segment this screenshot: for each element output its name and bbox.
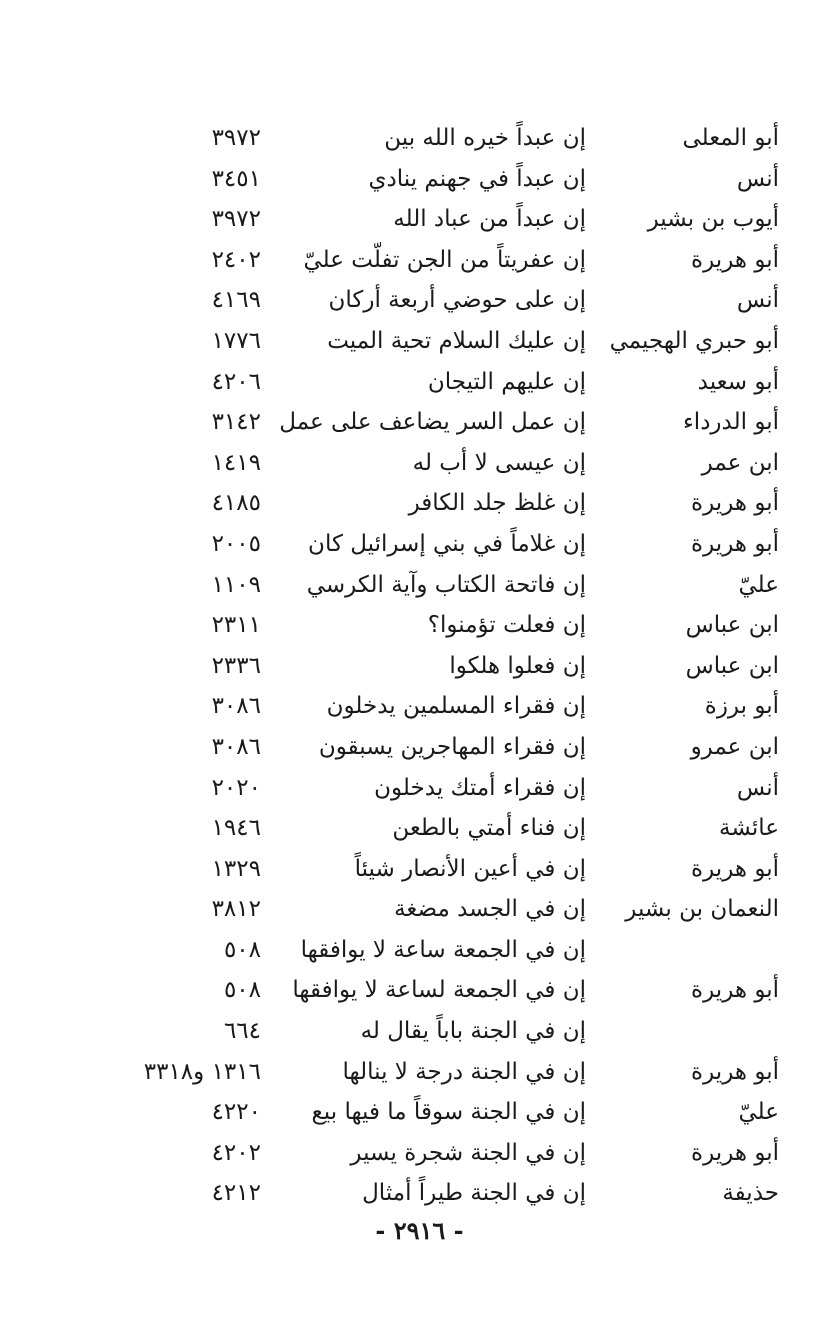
index-row [0, 849, 839, 890]
hadith-incipit: إن في الجنة طيراً أمثال [362, 1180, 586, 1207]
hadith-number: ٤٢٢٠ [211, 1099, 261, 1126]
hadith-incipit: إن غلظ جلد الكافر [408, 490, 586, 517]
narrator-name: ابن عمرو [690, 733, 779, 760]
hadith-number: ٣٠٨٦ [211, 693, 261, 720]
index-row [0, 280, 839, 321]
index-row [0, 118, 839, 159]
index-row [0, 240, 839, 281]
narrator-name: أبو هريرة [691, 1058, 779, 1085]
index-row [0, 970, 839, 1011]
hadith-incipit: إن فناء أمتي بالطعن [392, 815, 586, 842]
index-row [0, 1092, 839, 1133]
narrator-name: أبو الدرداء [682, 409, 779, 436]
hadith-incipit: إن عبداً خيره الله بين [384, 125, 586, 151]
hadith-number: ٤١٨٥ [211, 490, 261, 517]
hadith-number: ٤٢١٢ [211, 1180, 261, 1207]
narrator-name: أبو هريرة [691, 855, 779, 882]
index-row [0, 808, 839, 849]
narrator-name: ابن عمر [701, 449, 779, 476]
index-row [0, 646, 839, 687]
hadith-number: ٤٢٠٦ [211, 368, 261, 395]
index-row [0, 1133, 839, 1174]
narrator-name: أنس [736, 287, 779, 314]
hadith-incipit: إن فعلت تؤمنوا؟ [427, 612, 586, 639]
hadith-incipit: إن فاتحة الكتاب وآية الكرسي [306, 571, 586, 598]
narrator-name: ابن عباس [685, 652, 779, 679]
index-row [0, 1173, 839, 1214]
hadith-number: ٢٠٢٠ [211, 774, 261, 801]
hadith-incipit: إن فقراء المهاجرين يسبقون [318, 733, 586, 760]
index-row [0, 483, 839, 524]
index-row [0, 159, 839, 200]
hadith-incipit: إن في الجسد مضغة [394, 896, 586, 923]
narrator-name: أبو سعيد [697, 368, 779, 395]
index-row [0, 889, 839, 930]
hadith-number: ١٣٢٩ [211, 855, 261, 882]
narrator-name: أبو هريرة [691, 1139, 779, 1166]
hadith-incipit: إن فقراء أمتك يدخلون [374, 774, 586, 801]
hadith-number: ١٣١٦ و٣٣١٨ [143, 1058, 261, 1085]
index-row [0, 1052, 839, 1093]
index-row [0, 686, 839, 727]
hadith-incipit: إن عمل السر يضاعف على عمل [279, 409, 586, 436]
index-row [0, 1011, 839, 1052]
hadith-incipit: إن عبداً في جهنم ينادي [368, 165, 586, 192]
hadith-incipit: إن في الجنة شجرة يسير [350, 1139, 586, 1166]
index-row [0, 362, 839, 403]
narrator-name: أبو حبري الهجيمي [609, 327, 779, 354]
index-row [0, 321, 839, 362]
hadith-index-table [0, 118, 839, 1214]
narrator-name: أبو برزة [704, 693, 779, 720]
index-row [0, 524, 839, 565]
hadith-number: ١٤١٩ [211, 449, 261, 476]
hadith-incipit: إن فقراء المسلمين يدخلون [326, 693, 586, 720]
hadith-incipit: إن عيسى لا أب له [412, 449, 586, 476]
index-row [0, 605, 839, 646]
page-number: - ٢٩١٦ - [375, 1216, 464, 1245]
narrator-name: النعمان بن بشير [625, 896, 779, 923]
narrator-name: أبو هريرة [691, 246, 779, 273]
hadith-number: ١١٠٩ [211, 571, 261, 598]
hadith-incipit: إن في الجنة درجة لا ينالها [342, 1058, 586, 1085]
hadith-number: ٣٩٧٢ [211, 125, 261, 151]
hadith-incipit: إن غلاماً في بني إسرائيل كان [308, 530, 586, 557]
hadith-incipit: إن فعلوا هلكوا [449, 652, 586, 679]
hadith-number: ٣٠٨٦ [211, 733, 261, 760]
narrator-name: أيوب بن بشير [647, 206, 779, 233]
hadith-number: ٣٨١٢ [211, 896, 261, 923]
index-row [0, 930, 839, 971]
hadith-incipit: إن في الجمعة لساعة لا يوافقها [292, 977, 586, 1004]
hadith-incipit: إن عليك السلام تحية الميت [327, 327, 586, 354]
hadith-incipit: إن عليهم التيجان [427, 368, 586, 395]
hadith-number: ٤٢٠٢ [211, 1139, 261, 1166]
index-row [0, 565, 839, 606]
hadith-number: ٣٩٧٢ [211, 206, 261, 233]
narrator-name: عائشة [719, 815, 779, 842]
narrator-name: أنس [736, 774, 779, 801]
narrator-name: أبو هريرة [691, 977, 779, 1004]
hadith-number: ١٩٤٦ [211, 815, 261, 842]
hadith-incipit: إن عبداً من عباد الله [393, 206, 586, 233]
narrator-name: عليّ [738, 1099, 779, 1126]
hadith-incipit: إن عفريتاً من الجن تفلّت عليّ [303, 246, 586, 273]
index-row [0, 443, 839, 484]
hadith-incipit: إن على حوضي أربعة أركان [328, 287, 586, 314]
hadith-number: ١٧٧٦ [211, 327, 261, 354]
hadith-incipit: إن في الجنة سوقاً ما فيها بيع [311, 1099, 586, 1126]
hadith-number: ٢٤٠٢ [211, 246, 261, 273]
hadith-incipit: إن في الجمعة ساعة لا يوافقها [300, 936, 586, 963]
narrator-name: ابن عباس [685, 612, 779, 639]
hadith-incipit: إن في أعين الأنصار شيئاً [354, 855, 586, 882]
hadith-incipit: إن في الجنة باباً يقال له [360, 1018, 586, 1045]
index-row [0, 768, 839, 809]
narrator-name: أنس [736, 165, 779, 192]
narrator-name: أبو المعلى [682, 125, 779, 151]
index-row [0, 199, 839, 240]
hadith-number: ٣١٤٢ [211, 409, 261, 436]
hadith-number: ٢٠٠٥ [211, 530, 261, 557]
hadith-number: ٣٤٥١ [211, 165, 261, 192]
index-row [0, 727, 839, 768]
narrator-name: أبو هريرة [691, 530, 779, 557]
hadith-number: ٥٠٨ [223, 936, 261, 963]
index-row [0, 402, 839, 443]
hadith-number: ٢٣٣٦ [211, 652, 261, 679]
narrator-name: أبو هريرة [691, 490, 779, 517]
hadith-number: ٥٠٨ [223, 977, 261, 1004]
hadith-number: ٢٣١١ [211, 612, 261, 639]
narrator-name: عليّ [738, 571, 779, 598]
narrator-name: حذيفة [722, 1180, 779, 1207]
hadith-number: ٤١٦٩ [211, 287, 261, 314]
hadith-number: ٦٦٤ [223, 1018, 261, 1045]
